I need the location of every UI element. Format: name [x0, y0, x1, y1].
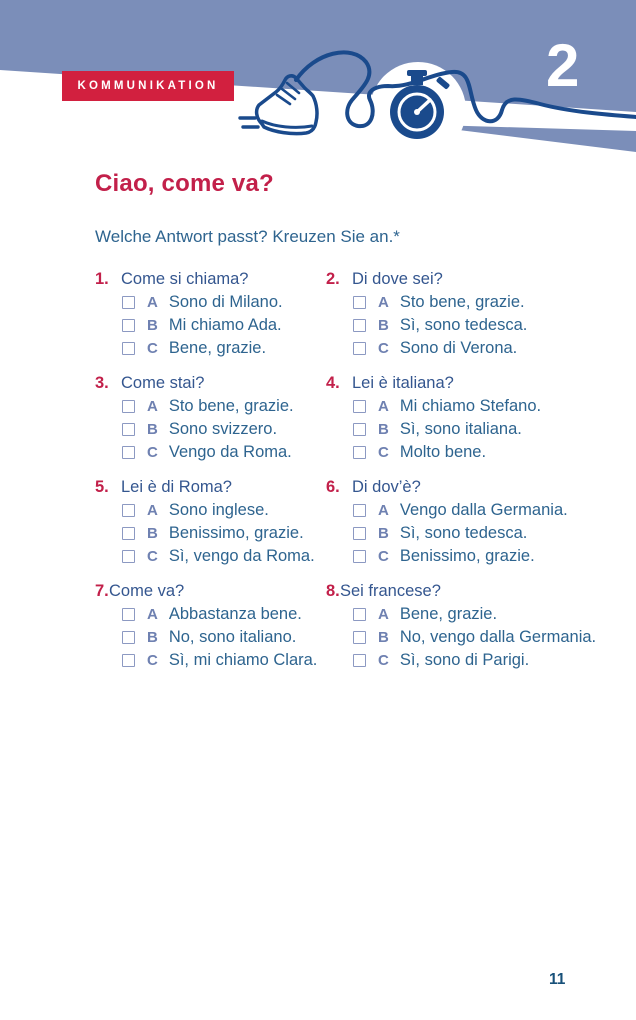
option-letter: B — [147, 317, 158, 334]
question-block — [326, 268, 596, 360]
question-heading — [326, 476, 596, 499]
answer-checkbox[interactable] — [353, 527, 366, 540]
answer-option — [353, 545, 596, 568]
option-letter: A — [147, 606, 158, 623]
question-block — [326, 580, 596, 672]
question-block — [95, 372, 326, 464]
question-text: Come stai? — [121, 374, 205, 392]
option-text: Molto bene. — [399, 443, 487, 461]
answer-checkbox[interactable] — [122, 608, 135, 621]
answer-option — [353, 314, 596, 337]
question-number: 3. — [95, 374, 109, 392]
option-letter: B — [378, 525, 389, 542]
question-block — [95, 476, 326, 568]
answer-option — [353, 418, 596, 441]
question-block — [326, 476, 596, 568]
question-number: 4. — [326, 374, 340, 392]
question-text: Lei è italiana? — [352, 374, 454, 392]
answer-option — [122, 441, 326, 464]
answer-checkbox[interactable] — [353, 446, 366, 459]
answer-checkbox[interactable] — [122, 400, 135, 413]
question-block — [95, 268, 326, 360]
answer-option — [353, 395, 596, 418]
option-letter: B — [147, 421, 158, 438]
option-letter: A — [147, 398, 158, 415]
answer-checkbox[interactable] — [122, 296, 135, 309]
option-text: Sì, sono tedesca. — [399, 524, 528, 542]
option-letter: C — [147, 340, 158, 357]
answer-checkbox[interactable] — [353, 631, 366, 644]
answer-checkbox[interactable] — [353, 319, 366, 332]
answer-checkbox[interactable] — [353, 654, 366, 667]
question-block — [95, 580, 326, 672]
question-grid — [95, 268, 595, 672]
question-text: Sei francese? — [340, 582, 441, 600]
option-text: Mi chiamo Ada. — [168, 316, 282, 334]
option-letter: A — [378, 398, 389, 415]
answer-option — [353, 291, 596, 314]
option-letter: C — [378, 652, 389, 669]
answer-checkbox[interactable] — [122, 342, 135, 355]
option-letter: B — [147, 629, 158, 646]
answer-option — [122, 522, 326, 545]
answer-option — [353, 522, 596, 545]
question-text: Di dov’è? — [352, 478, 421, 496]
option-text: Bene, grazie. — [399, 605, 498, 623]
option-text: Benissimo, grazie. — [399, 547, 535, 565]
option-letter: C — [378, 444, 389, 461]
answer-option — [122, 337, 326, 360]
option-letter: C — [147, 548, 158, 565]
answer-option — [122, 603, 326, 626]
answer-option — [122, 418, 326, 441]
option-text: Benissimo, grazie. — [168, 524, 304, 542]
question-number: 5. — [95, 478, 109, 496]
answer-option — [122, 499, 326, 522]
option-text: Sono di Verona. — [399, 339, 518, 357]
answer-checkbox[interactable] — [353, 296, 366, 309]
exercise-instruction: Welche Antwort passt? Kreuzen Sie an.* — [95, 227, 400, 246]
option-text: Sì, vengo da Roma. — [168, 547, 315, 565]
question-heading — [95, 268, 326, 291]
question-text: Di dove sei? — [352, 270, 443, 288]
option-text: Sto bene, grazie. — [399, 293, 525, 311]
option-text: Sono inglese. — [168, 501, 269, 519]
question-heading — [95, 372, 326, 395]
question-heading — [326, 580, 596, 603]
question-number: 2. — [326, 270, 340, 288]
answer-checkbox[interactable] — [353, 342, 366, 355]
answer-checkbox[interactable] — [353, 550, 366, 563]
option-text: No, vengo dalla Germania. — [399, 628, 597, 646]
answer-option — [122, 291, 326, 314]
option-text: Mi chiamo Stefano. — [399, 397, 542, 415]
option-letter: A — [147, 502, 158, 519]
answer-checkbox[interactable] — [122, 504, 135, 517]
page-title: Ciao, come va? — [95, 170, 274, 197]
unit-number: 2 — [546, 32, 580, 99]
page-number: 11 — [549, 971, 566, 988]
question-number: 7. — [95, 582, 109, 600]
option-text: Sì, sono tedesca. — [399, 316, 528, 334]
answer-checkbox[interactable] — [122, 446, 135, 459]
option-text: Sì, mi chiamo Clara. — [168, 651, 318, 669]
option-letter: B — [147, 525, 158, 542]
option-text: Sì, sono italiana. — [399, 420, 522, 438]
option-letter: A — [147, 294, 158, 311]
option-letter: A — [378, 294, 389, 311]
question-number: 6. — [326, 478, 340, 496]
question-number: 8. — [326, 582, 340, 600]
chapter-badge-label: KOMMUNIKATION — [77, 80, 219, 92]
chapter-badge — [62, 71, 234, 101]
answer-option — [353, 603, 596, 626]
option-text: Sono di Milano. — [168, 293, 283, 311]
question-block — [326, 372, 596, 464]
question-heading — [95, 476, 326, 499]
answer-checkbox[interactable] — [122, 319, 135, 332]
answer-checkbox[interactable] — [122, 527, 135, 540]
option-text: Sto bene, grazie. — [168, 397, 294, 415]
option-letter: B — [378, 317, 389, 334]
answer-option — [353, 649, 596, 672]
answer-checkbox[interactable] — [353, 400, 366, 413]
option-text: Bene, grazie. — [168, 339, 267, 357]
option-letter: A — [378, 502, 389, 519]
option-letter: C — [378, 340, 389, 357]
option-text: Abbastanza bene. — [168, 605, 302, 623]
option-text: Vengo da Roma. — [168, 443, 292, 461]
question-text: Lei è di Roma? — [121, 478, 232, 496]
option-letter: B — [378, 421, 389, 438]
answer-option — [353, 499, 596, 522]
option-letter: C — [147, 652, 158, 669]
answer-option — [353, 441, 596, 464]
answer-option — [353, 626, 596, 649]
answer-option — [122, 545, 326, 568]
question-heading — [326, 268, 596, 291]
answer-checkbox[interactable] — [122, 423, 135, 436]
question-heading — [95, 580, 326, 603]
answer-checkbox[interactable] — [122, 654, 135, 667]
option-letter: C — [147, 444, 158, 461]
answer-option — [122, 395, 326, 418]
option-text: Sì, sono di Parigi. — [399, 651, 530, 669]
question-number: 1. — [95, 270, 109, 288]
question-text: Come si chiama? — [121, 270, 249, 288]
question-text: Come va? — [109, 582, 185, 600]
answer-checkbox[interactable] — [122, 631, 135, 644]
answer-checkbox[interactable] — [353, 504, 366, 517]
answer-option — [122, 626, 326, 649]
answer-checkbox[interactable] — [122, 550, 135, 563]
option-text: No, sono italiano. — [168, 628, 297, 646]
answer-checkbox[interactable] — [353, 608, 366, 621]
answer-option — [122, 314, 326, 337]
question-heading — [326, 372, 596, 395]
option-text: Sono svizzero. — [168, 420, 278, 438]
option-text: Vengo dalla Germania. — [399, 501, 568, 519]
answer-option — [353, 337, 596, 360]
option-letter: A — [378, 606, 389, 623]
option-letter: C — [378, 548, 389, 565]
answer-option — [122, 649, 326, 672]
option-letter: B — [378, 629, 389, 646]
answer-checkbox[interactable] — [353, 423, 366, 436]
